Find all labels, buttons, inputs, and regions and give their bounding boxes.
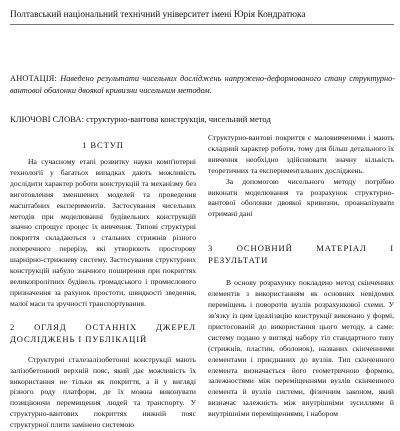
- right-paragraph-2: За допомогою чисельного методу потрібно виконати моделювання та розрахунок структурно-вантової оболонки двоякої кривизни, проаналізувати отримані дані: [208, 176, 394, 219]
- affiliation-line: Полтавський національний технічний університет імені Юрія Кондратюка: [10, 10, 306, 20]
- survey-paragraph: Структурні сталезалізобетонні конструкції мають залізобетонний верхній пояс, який дає можливість їх використання не тільки як покриття, а й у вигляді різного роду платформ, де їх можна виконувати позиціюючи перемищення людей та транспорту. У структурно-вантових покриттях нижній пояс структурної плити замінено системою: [10, 354, 196, 430]
- affiliation-divider: [10, 24, 394, 25]
- survey-heading: 2 ОГЛЯД ОСТАННІХ ДЖЕРЕЛ ДОСЛІДЖЕНЬ І ПУБЛІКАЦІЙ: [10, 321, 196, 344]
- intro-paragraph: На сучасному етапі розвитку науки комп'ютерні технології у багатьох випадках дають можливість дослідити характер роботи конструкцій та механізму без виготовлення зменшених моделей та проведення масштабних експериментів. Застосування чисельних методів при моделюванні будівельних конструкцій значно спрощує процес їх вивчення. Типові структурні покриття складаються з стальних стрижнів різного поперечного перерізу, які утворюють просторову шарнірно-стрижневу систему. Застосування структурних конструкцій набуло значного поширення при покриттях великопролітних будівель громадського і промислового призначення за рахунок простоти, швидкості зведення, малої маси та зручності транспортування.: [10, 157, 196, 308]
- abstract-block: [10, 73, 395, 97]
- keywords-block: [10, 114, 395, 125]
- keywords-label: КЛЮЧОВІ СЛОВА: [10, 114, 82, 124]
- keywords-text: : структурно-вантова конструкція, чисельний метод: [81, 114, 271, 124]
- abstract-text: Наведено результати чисельних досліджень напружено-деформованого стану структурно-вантової оболонки двоякої кривизни чисельним методом.: [10, 74, 395, 95]
- main-paragraph: В основу розрахунку покладено метод скінченних елементів з використанням як основних невідомих переміщень і поворотів вузлів розрахункової схеми. У зв'язку із цим ідеалізацію конструкції виконано у формі, пристосованій до використання цього методу, а саме: систему подано у вигляді набору тіл стандартного типу (стрижнів, пластин, оболонок), названих скінченними елементами і приєднаних до вузлів. Тип скінченного елемента визначається його геометричною формою, залежностями між переміщеннями вузлів скінченного елемента й вузлів системи, фізичним законом, який визначає залежність між внутрішніми зусиллями й внутрішніми переміщеннями, і набором: [208, 278, 394, 419]
- right-column: [208, 133, 394, 420]
- right-paragraph-1: Структурно-вантові покриття є маловивченими і мають складний характер роботи, тому для більш детального їх вивчення необхідно здійснювати значну кількість теоретичних та експериментальних досліджень.: [208, 133, 394, 175]
- main-heading: 3 ОСНОВНИЙ МАТЕРІАЛ І РЕЗУЛЬТАТИ: [208, 243, 394, 266]
- abstract-label: АНОТАЦІЯ:: [10, 74, 58, 83]
- left-column: [10, 133, 196, 431]
- intro-heading: 1 ВСТУП: [82, 140, 124, 150]
